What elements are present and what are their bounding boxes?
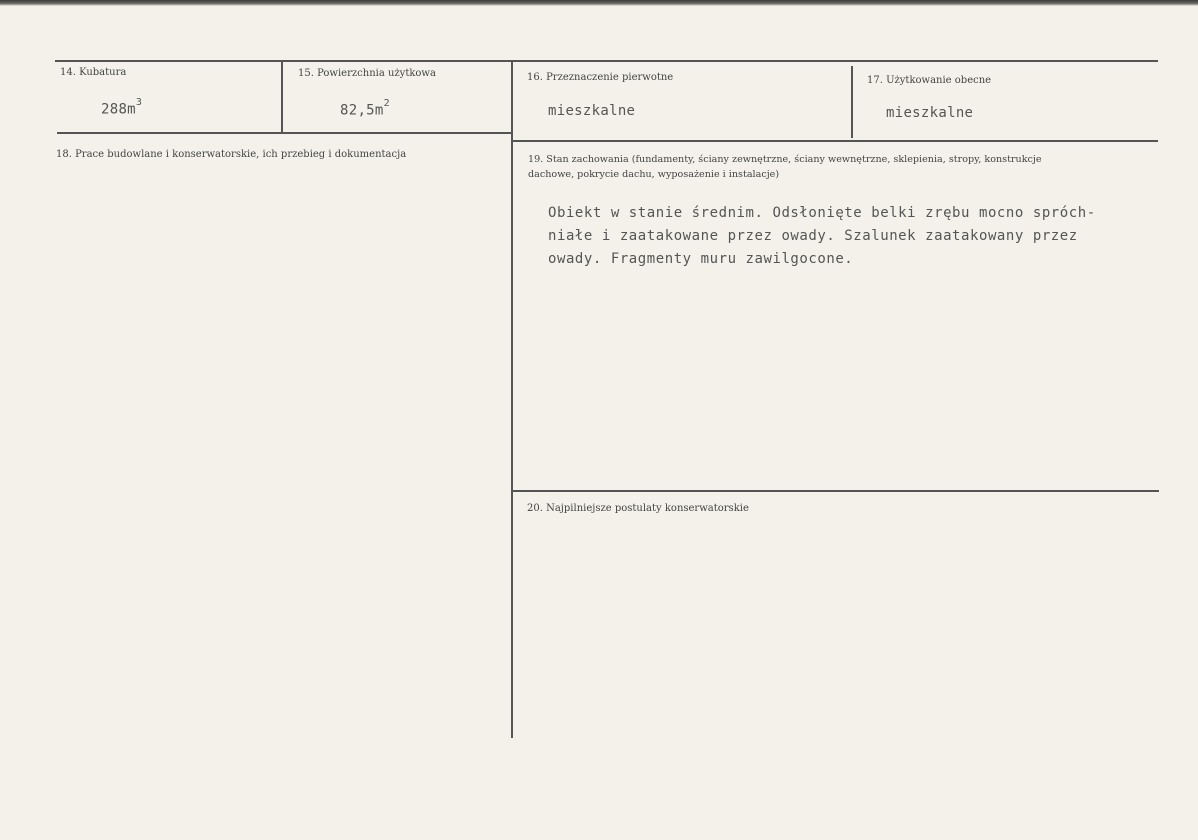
card-top-edge	[0, 0, 1198, 6]
powierzchnia-value: $82,5m^2$	[340, 98, 390, 119]
row1-bottom-rule-right	[512, 140, 1158, 142]
top-rule	[55, 60, 1158, 62]
postulaty-label: 20. Najpilniejsze postulaty konserwatorskie	[527, 503, 749, 514]
row1-bottom-rule-left	[57, 132, 512, 134]
rule-19-20	[513, 490, 1159, 492]
stan-text-line: owady. Fragmenty muru zawilgocone.	[548, 251, 854, 267]
prace-label: 18. Prace budowlane i konserwatorskie, ich przebieg i dokumentacja	[56, 149, 407, 160]
divider-main	[511, 62, 513, 738]
uzytkowanie-label: 17. Użytkowanie obecne	[867, 75, 992, 86]
kubatura-value: $288m^3$	[101, 97, 143, 118]
uzytkowanie-value: mieszkalne	[886, 105, 974, 121]
stan-text-line: Obiekt w stanie średnim. Odsłonięte belki zrębu mocno spróch-	[548, 205, 1096, 221]
stan-text-line: niałe i zaatakowane przez owady. Szalunek zaatakowany przez	[548, 228, 1078, 244]
stan-label-line2: dachowe, pokrycie dachu, wyposażenie i instalacje)	[528, 169, 780, 180]
stan-description	[548, 202, 1096, 271]
stan-label-line1: 19. Stan zachowania (fundamenty, ściany zewnętrzne, ściany wewnętrzne, sklepienia, stropy, konstrukcje	[528, 154, 1042, 165]
divider-14-15	[281, 62, 283, 132]
powierzchnia-label: 15. Powierzchnia użytkowa	[298, 68, 436, 79]
przeznaczenie-value: mieszkalne	[548, 103, 636, 119]
przeznaczenie-label: 16. Przeznaczenie pierwotne	[527, 72, 674, 83]
divider-16-17	[851, 66, 853, 138]
kubatura-label: 14. Kubatura	[60, 67, 127, 78]
